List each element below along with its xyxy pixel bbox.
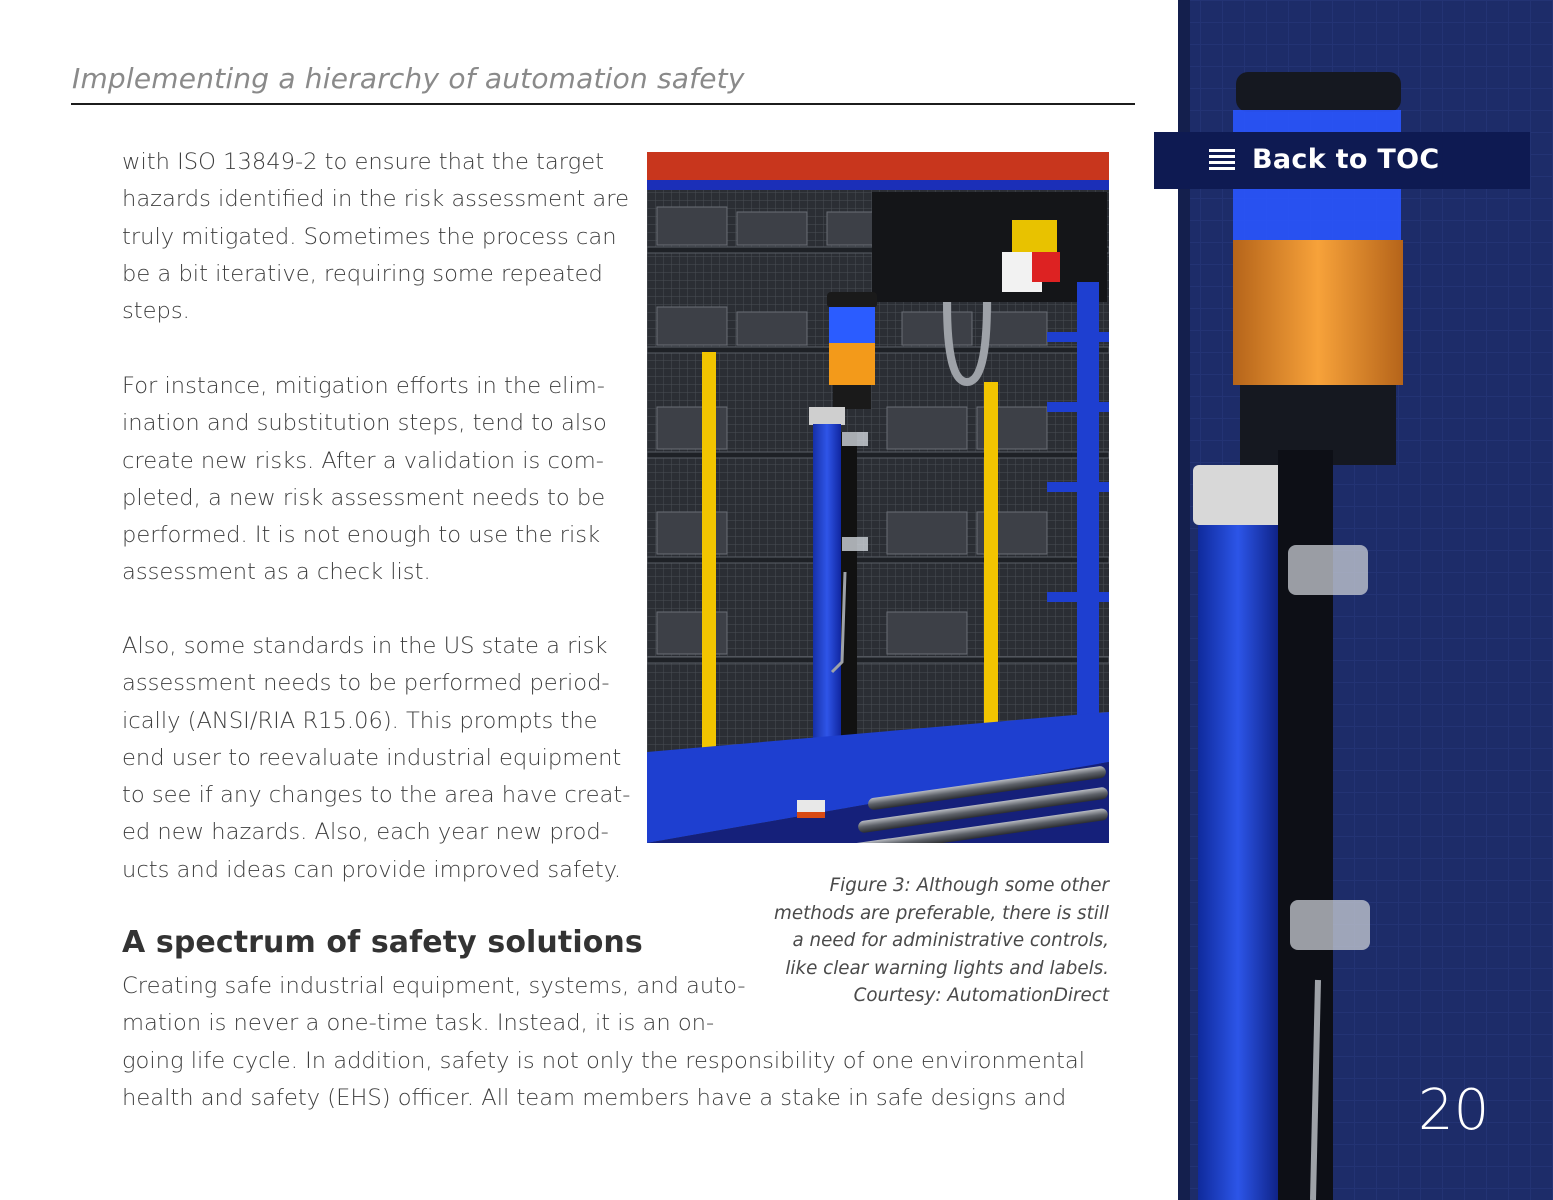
paragraph-line: For instance, mitigation efforts in the elim- xyxy=(122,373,605,399)
caption-line: Figure 3: Although some other xyxy=(829,875,1109,896)
paragraph-line: assessment needs to be performed period- xyxy=(122,670,610,697)
paragraph-line: going life cycle. In addition, safety is not only the responsibility of one environmental xyxy=(122,1047,1085,1074)
paragraph-line: end user to reevaluate industrial equipment xyxy=(122,744,622,771)
caption-line: like clear warning lights and labels. xyxy=(785,957,1109,979)
caption-line: Courtesy: AutomationDirect xyxy=(853,985,1109,1007)
figure-caption xyxy=(760,872,1109,1010)
paragraph-line: truly mitigated. Sometimes the process can xyxy=(122,223,617,250)
paragraph-line: health and safety (EHS) officer. All team members have a stake in safe designs and xyxy=(122,1084,1067,1111)
paragraph-line: ination and substitution steps, tend to also xyxy=(122,410,607,437)
paragraph-line: with ISO 13849-2 to ensure that the target xyxy=(122,149,604,175)
header-rule xyxy=(71,103,1135,105)
paragraph-line: performed. It is not enough to use the risk xyxy=(122,522,601,549)
paragraph-line: ucts and ideas can provide improved safety. xyxy=(122,856,622,883)
paragraph-line: ically (ANSI/RIA R15.06). This prompts the xyxy=(122,707,598,734)
warehouse-conveyor-photo xyxy=(647,152,1109,843)
paragraph-line: mation is never a one-time task. Instead, it is an on- xyxy=(122,1010,715,1037)
back-to-toc-button[interactable] xyxy=(1154,132,1530,189)
paragraph-line: create new risks. After a validation is com- xyxy=(122,447,604,474)
paragraph-line: be a bit iterative, requiring some repeated xyxy=(122,260,603,287)
paragraph-line: pleted, a new risk assessment needs to be xyxy=(122,484,606,511)
caption-line: methods are preferable, there is still xyxy=(774,902,1109,924)
page-number: 20 xyxy=(1418,1078,1490,1143)
back-to-toc-label: Back to TOC xyxy=(1252,144,1440,175)
caption-line: a need for administrative controls, xyxy=(792,930,1109,952)
running-header-title: Implementing a hierarchy of automation safety xyxy=(72,62,745,95)
paragraph-3 xyxy=(122,628,630,889)
paragraph-line: assessment as a check list. xyxy=(122,559,431,586)
section-heading: A spectrum of safety solutions xyxy=(122,925,643,960)
list-icon xyxy=(1209,149,1235,171)
paragraph-line: to see if any changes to the area have creat- xyxy=(122,782,631,809)
paragraph-line: ed new hazards. Also, each year new prod- xyxy=(122,819,609,846)
paragraph-2 xyxy=(122,368,607,592)
figure-photo xyxy=(647,152,1109,843)
paragraph-1 xyxy=(122,144,629,330)
paragraph-line: Creating safe industrial equipment, systems, and auto- xyxy=(122,973,746,999)
paragraph-line: Also, some standards in the US state a risk xyxy=(122,633,608,659)
paragraph-line: hazards identified in the risk assessment are xyxy=(122,186,629,213)
paragraph-line: steps. xyxy=(122,298,190,325)
